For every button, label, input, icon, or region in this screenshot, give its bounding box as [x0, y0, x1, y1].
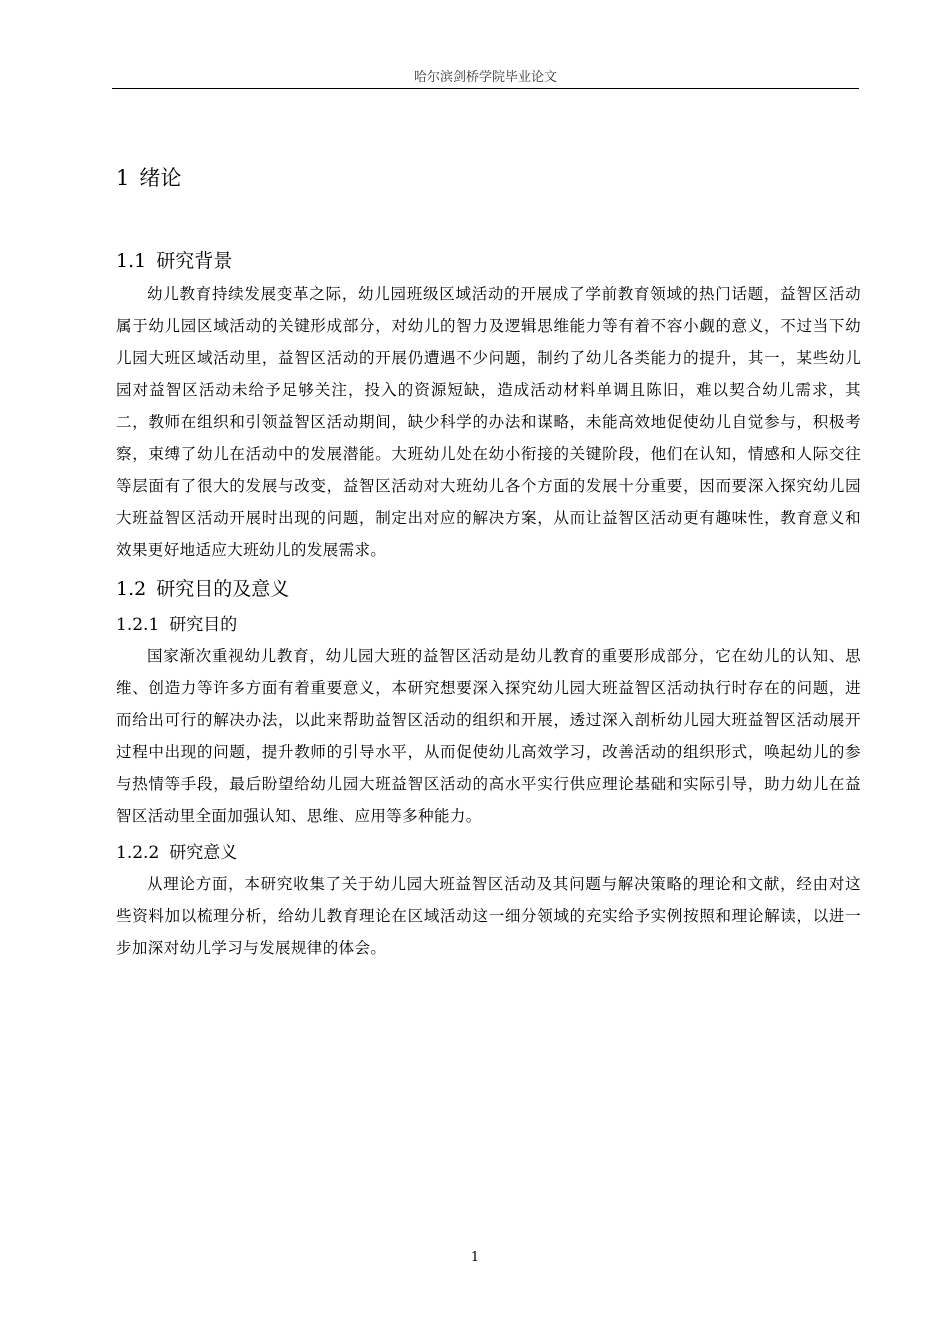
chapter-heading	[116, 160, 861, 196]
subsection-heading-1-2-1	[116, 610, 861, 640]
paragraph-research-purpose: 国家渐次重视幼儿教育，幼儿园大班的益智区活动是幼儿教育的重要形成部分，它在幼儿的认知、思维、创造力等许多方面有着重要意义，本研究想要深入探究幼儿园大班益智区活动执行时存在的问题，进而给出可行的解决办法，以此来帮助益智区活动的组织和开展，透过深入剖析幼儿园大班益智区活动展开过程中出现的问题，提升教师的引导水平，从而促使幼儿高效学习，改善活动的组织形式，唤起幼儿的参与热情等手段，最后盼望给幼儿园大班益智区活动的高水平实行供应理论基础和实际引导，助力幼儿在益智区活动里全面加强认知、思维、应用等多种能力。	[116, 647, 861, 825]
document-body	[116, 160, 861, 970]
paragraph-research-significance: 从理论方面，本研究收集了关于幼儿园大班益智区活动及其问题与解决策略的理论和文献，经由对这些资料加以梳理分析，给幼儿教育理论在区域活动这一细分领域的充实给予实例按照和理论解读，以进一步加深对幼儿学习与发展规律的体会。	[116, 875, 861, 957]
subsection-title: 研究目的	[169, 615, 238, 635]
page-header: 哈尔滨剑桥学院毕业论文	[413, 70, 557, 85]
chapter-number: 1	[116, 166, 130, 190]
section-title: 研究目的及意义	[156, 578, 290, 600]
header-divider	[112, 88, 859, 89]
section-title: 研究背景	[156, 250, 233, 272]
subsection-heading-1-2-2	[116, 838, 861, 868]
subsection-number: 1.2.1	[116, 615, 160, 635]
page-number: 1	[470, 1250, 480, 1265]
section-heading-1-1	[116, 244, 861, 278]
section-heading-1-2	[116, 572, 861, 606]
subsection-title: 研究意义	[169, 843, 238, 863]
subsection-number: 1.2.2	[116, 843, 160, 863]
section-number: 1.2	[116, 578, 147, 600]
chapter-title: 绪论	[139, 166, 182, 190]
section-number: 1.1	[116, 250, 147, 272]
paragraph-research-background: 幼儿教育持续发展变革之际，幼儿园班级区域活动的开展成了学前教育领域的热门话题，益智区活动属于幼儿园区域活动的关键形成部分，对幼儿的智力及逻辑思维能力等有着不容小觑的意义，不过当下幼儿园大班区域活动里，益智区活动的开展仍遭遇不少问题，制约了幼儿各类能力的提升，其一，某些幼儿园对益智区活动未给予足够关注，投入的资源短缺，造成活动材料单调且陈旧，难以契合幼儿需求，其二，教师在组织和引领益智区活动期间，缺少科学的办法和谋略，未能高效地促使幼儿自觉参与，积极考察，束缚了幼儿在活动中的发展潜能。大班幼儿处在幼小衔接的关键阶段，他们在认知，情感和人际交往等层面有了很大的发展与改变，益智区活动对大班幼儿各个方面的发展十分重要，因而要深入探究幼儿园大班益智区活动开展时出现的问题，制定出对应的解决方案，从而让益智区活动更有趣味性，教育意义和效果更好地适应大班幼儿的发展需求。	[116, 285, 861, 559]
